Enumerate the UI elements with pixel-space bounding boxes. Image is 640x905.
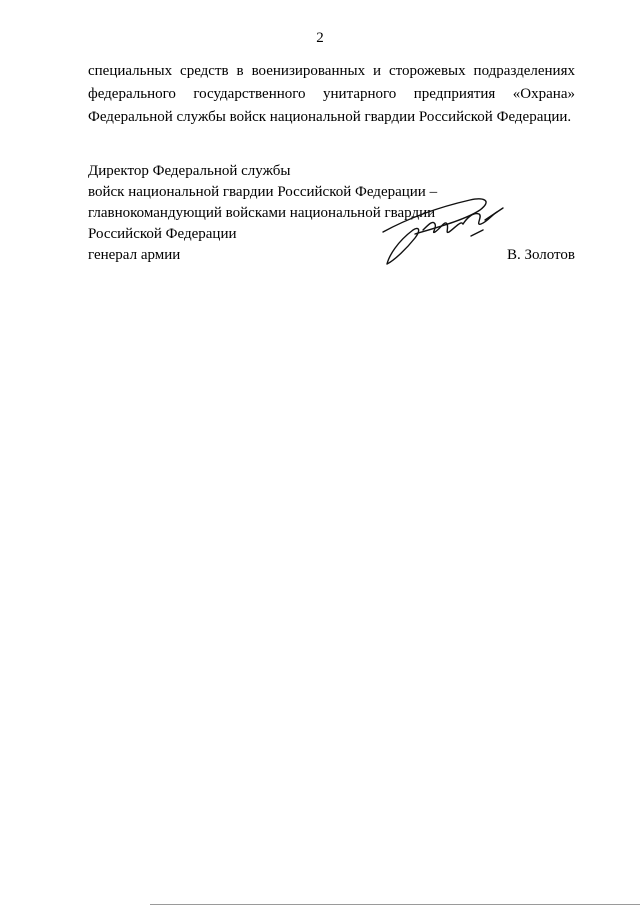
signatory-title-line-5: генерал армии xyxy=(88,247,181,263)
body-line-3: Федеральной службы войск национальной гвардии Российской Федерации. xyxy=(88,109,572,125)
signatory-title-line-2: войск национальной гвардии Российской Федерации – xyxy=(88,184,438,200)
body-paragraph xyxy=(88,60,575,129)
signatory-name: В. Золотов xyxy=(506,247,575,263)
page-number: 2 xyxy=(316,30,324,46)
handwritten-signature xyxy=(375,190,525,270)
body-line-1: специальных средств в военизированных и сторожевых подразделениях xyxy=(88,63,575,79)
signatory-title-line-4: Российской Федерации xyxy=(88,226,237,242)
body-line-2: федерального государственного унитарного предприятия «Охрана» xyxy=(88,86,575,102)
signatory-title-line-3: главнокомандующий войсками национальной гвардии xyxy=(88,205,436,221)
signatory-title-line-1: Директор Федеральной службы xyxy=(88,163,291,179)
